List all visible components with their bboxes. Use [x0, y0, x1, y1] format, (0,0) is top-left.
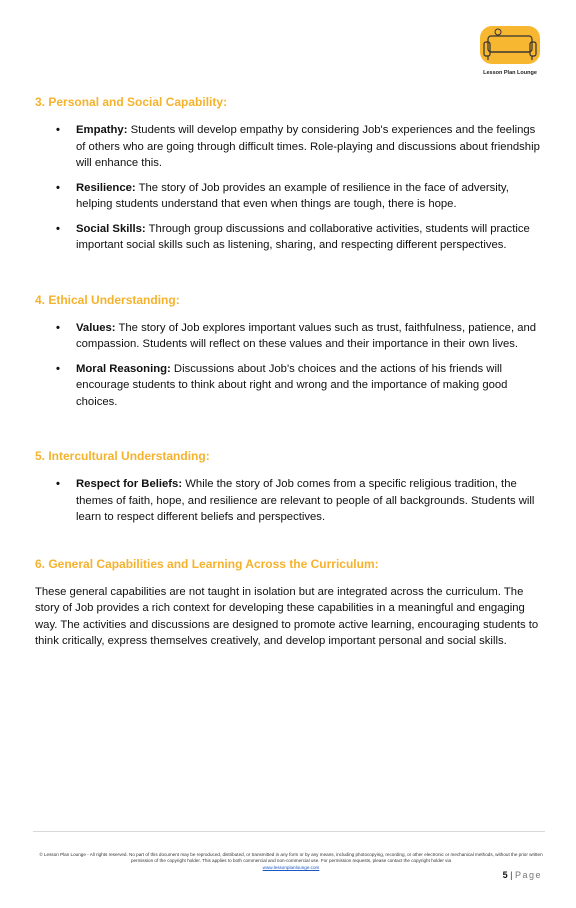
bullet-icon: •: [56, 478, 60, 490]
item-term: Empathy:: [76, 124, 128, 136]
list-item: [35, 320, 545, 353]
list-item: [35, 180, 545, 213]
list-item: [35, 221, 545, 254]
page-separator: |: [507, 870, 515, 880]
bullet-list: [35, 476, 545, 526]
bullet-list: [35, 122, 545, 254]
bullet-icon: •: [56, 124, 60, 136]
bullet-list: [35, 320, 545, 411]
item-text: Discussions about Job's choices and the actions of his friends will encourage students to think about right and wrong and the importance of making good choices.: [76, 362, 508, 408]
bullet-icon: •: [56, 222, 60, 235]
bullet-icon: •: [56, 321, 60, 334]
item-text: Through group discussions and collaborative activities, students will practice important social skills such as listening, sharing, and respecting different perspectives.: [76, 222, 530, 251]
section-heading-intercultural: 5. Intercultural Understanding:: [35, 449, 210, 463]
item-text: While the story of Job comes from a specific religious tradition, the themes of faith, hope, and resilience are relevant to people of all backgrounds. Students will learn to respect different beliefs and perspectives.: [76, 478, 535, 523]
page-number-value: 5: [502, 870, 508, 880]
item-term: Values:: [76, 321, 116, 334]
summary-paragraph: These general capabilities are not taught in isolation but are integrated across the curriculum. The story of Job provides a rich context for developing these capabilities in a meaningful and engaging way. The activities and discussions are designed to promote active learning, encouraging students to think critically, express themselves creatively, and develop important personal and social skills.: [35, 585, 539, 647]
page-label: Page: [514, 870, 542, 880]
page-number: [503, 870, 542, 880]
list-item: [35, 122, 545, 172]
bullet-icon: •: [56, 181, 60, 194]
item-term: Social Skills:: [76, 222, 146, 235]
item-text: The story of Job explores important values such as trust, faithfulness, patience, and compassion. Students will reflect on these values and their importance in their own lives.: [76, 321, 537, 350]
bullet-icon: •: [56, 362, 60, 375]
footer-divider: [33, 831, 545, 832]
item-term: Moral Reasoning:: [76, 362, 171, 375]
logo-text: Lesson Plan Lounge: [483, 70, 537, 76]
page-content: [35, 94, 545, 650]
footer-copyright: [38, 852, 544, 871]
item-text: Students will develop empathy by considering Job's experiences and the feelings of others who are going through difficult times. Role-playing and discussions about friendship will enhance this.: [76, 124, 540, 169]
section-heading-general-capabilities: 6. General Capabilities and Learning Across the Curriculum:: [35, 556, 379, 571]
list-item: [35, 361, 545, 411]
item-term: Respect for Beliefs:: [76, 478, 183, 490]
lesson-plan-lounge-logo: [474, 22, 546, 78]
website-link[interactable]: www.lessonplanlounge.com: [262, 864, 320, 870]
item-text: The story of Job provides an example of resilience in the face of adversity, helping students understand that even when things are tough, there is hope.: [76, 181, 509, 210]
section-heading-ethical: 4. Ethical Understanding:: [35, 292, 180, 307]
item-term: Resilience:: [76, 181, 136, 194]
couch-logo-icon: [474, 22, 546, 70]
list-item: [35, 476, 545, 526]
section-heading-personal-social: 3. Personal and Social Capability:: [35, 95, 228, 109]
copyright-text: © Lesson Plan Lounge - All rights reserved. No part of this document may be reproduced, distributed, or transmitted in any form or by any means, including photocopying, recording, or other electronic or mechanical methods, without the prior written permission of the copyright holder. This applies to both commercial and non-commercial use. For permission requests, please contact the copyright holder via: [39, 852, 543, 864]
